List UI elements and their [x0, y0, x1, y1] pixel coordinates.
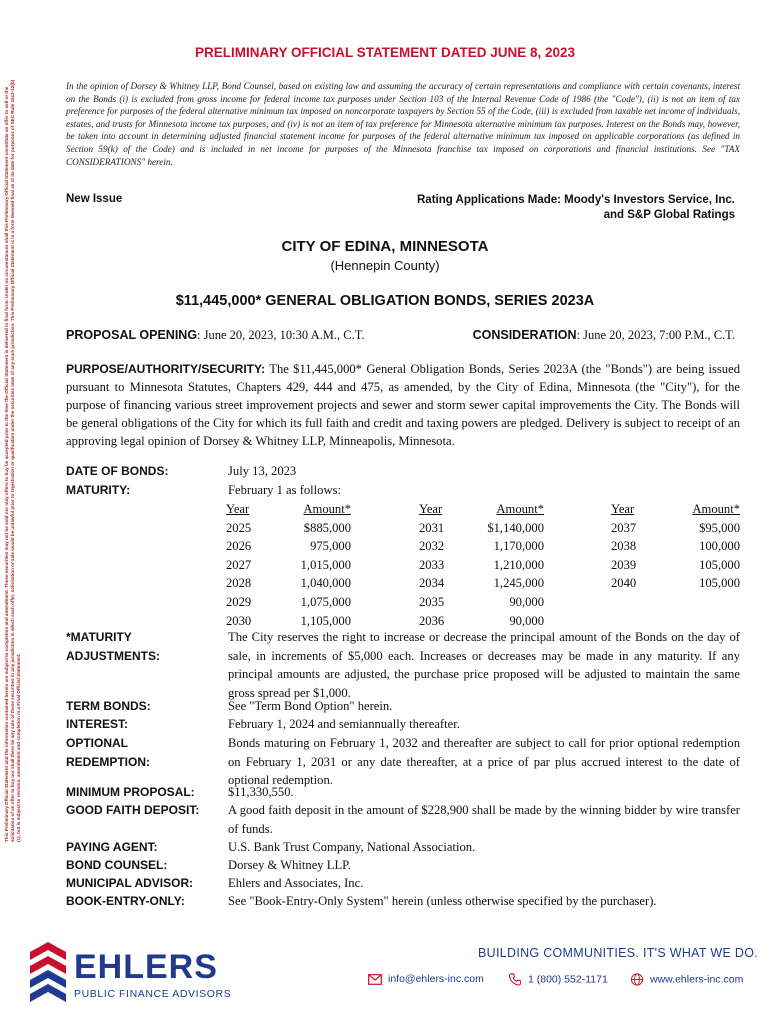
maturity-amount: 90,000 [509, 613, 544, 628]
purpose-paragraph [66, 360, 740, 450]
ehlers-logo [22, 938, 242, 1008]
maturity-amount: $885,000 [303, 520, 351, 535]
purpose-text: The $11,445,000* General Obligation Bonds, Series 2023A (the "Bonds") are being issued pursuant to Minnesota Statutes, Chapters 429, 444 and 475, as amended, by the City of Edina, Minnesota (the "City"), for the purpose of financing various street improvement projects and sewer and storm sewer capital improvements the City. The Bonds will be general obligations of the City for which its full faith and credit and taxing powers are pledged. Delivery is subject to receipt of an approving legal opinion of Dorsey & Whitney LLP, Minneapolis, Minnesota. [66, 362, 740, 448]
maturity-amount: 975,000 [310, 539, 351, 554]
county-name: (Hennepin County) [330, 258, 440, 273]
maturity-year: 2037 [611, 520, 637, 535]
logo-subtitle: PUBLIC FINANCE ADVISORS [74, 988, 232, 1000]
interest-label: INTEREST: [66, 717, 129, 731]
maturity-year: 2039 [611, 557, 637, 572]
mail-icon [368, 974, 382, 985]
phone-contact[interactable] [508, 973, 608, 986]
tagline: BUILDING COMMUNITIES. IT'S WHAT WE DO. [478, 946, 758, 960]
maturity-year: 2025 [226, 520, 252, 535]
date-value: July 13, 2023 [228, 464, 297, 478]
phone-icon [508, 973, 522, 986]
maturity-amount: 1,040,000 [300, 576, 351, 591]
adjustments-label-line-1: *MATURITY [66, 630, 132, 644]
good-faith-label: GOOD FAITH DEPOSIT: [66, 803, 200, 817]
term-bonds-label: TERM BONDS: [66, 699, 151, 713]
municipal-advisor-label: MUNICIPAL ADVISOR: [66, 876, 194, 890]
minimum-proposal-value: $11,330,550. [228, 785, 294, 799]
regulatory-side-notice: This Preliminary Official Statement and the information contained herein are subject to completion and amendment. These securities may not be sold nor may offers to buy be accepted prior to the time the Official Statement is delivered in final form. Under no circumstances shall this Preliminary Official Statement constitute an offer to sell or the solicitation of an offer to buy nor shall there be any sale of these securities in any jurisdiction in which such offer, solicitation or sale would be unlawful prior to registration or qualification under the securities laws of any such jurisdiction. This Preliminary Official Statement is in a form deemed final as of its date for purposes of SEC Rule 15c2-12(b) (1), but is subject to revision, amendment and completion in a Final Official Statement. [4, 79, 21, 842]
maturity-amount: 1,210,000 [493, 557, 544, 572]
maturity-year: 2035 [419, 595, 445, 609]
consideration [473, 328, 735, 343]
phone-text[interactable]: 1 (800) 552-1171 [528, 973, 608, 986]
maturity-year: 2038 [611, 539, 637, 554]
optional-label-line-2: REDEMPTION: [66, 754, 150, 769]
maturity-year: 2034 [419, 576, 445, 591]
amount-header: Amount* [496, 502, 544, 516]
rating-line-1: Rating Applications Made: Moody's Investors Service, Inc. [417, 194, 735, 206]
bond-counsel-label: BOND COUNSEL: [66, 858, 168, 872]
bonds-title: $11,445,000* GENERAL OBLIGATION BONDS, SERIES 2023A [175, 293, 595, 309]
consideration-label: CONSIDERATION [472, 328, 577, 342]
maturity-year: 2032 [419, 539, 445, 554]
book-entry-value: See "Book-Entry-Only System" herein (unless otherwise specified by the purchaser). [228, 894, 657, 908]
term-bonds-value: See "Term Bond Option" herein. [228, 699, 393, 713]
maturity-amount: 1,075,000 [300, 595, 351, 609]
interest-value: February 1, 2024 and semiannually thereafter. [228, 717, 460, 731]
consideration-value: : June 20, 2023, 7:00 P.M., C.T. [576, 328, 735, 342]
rating-applications [417, 193, 735, 223]
proposal-value: : June 20, 2023, 10:30 A.M., C.T. [197, 328, 365, 342]
amount-header: Amount* [303, 502, 351, 516]
new-issue-label: New Issue [66, 193, 123, 205]
web-text[interactable]: www.ehlers-inc.com [650, 973, 744, 986]
bond-counsel-value: Dorsey & Whitney LLP. [228, 858, 351, 872]
maturity-amount: 90,000 [509, 595, 544, 609]
amount-header: Amount* [692, 502, 740, 516]
document-title: PRELIMINARY OFFICIAL STATEMENT DATED JUNE 8, 2023 [194, 45, 576, 60]
maturity-amount: 1,170,000 [493, 539, 544, 554]
minimum-proposal-label: MINIMUM PROPOSAL: [66, 785, 195, 799]
municipal-advisor-value: Ehlers and Associates, Inc. [228, 876, 364, 890]
tax-opinion-paragraph: In the opinion of Dorsey & Whitney LLP, Bond Counsel, based on existing law and assuming the accuracy of certain representations and compliance with certain covenants, interest on the Bonds (i) is excluded from gross income for federal income tax purposes under Section 103 of the Internal Revenue Code of 1986 (the "Code"), (ii) is not an item of tax preference for purposes of the federal alternative minimum tax imposed on noncorporate taxpayers by Section 55 of the Code, (iii) is excluded from taxable net income of individuals, estates, and trusts for Minnesota income tax purposes, and (iv) is not an item of tax preference for Minnesota alternative minimum tax purposes. Interest on the Bonds may, however, be taken into account in determining adjusted financial statement income for purposes of the federal alternative minimum tax imposed on applicable corporations (as defined in Section 59(k) of the Code) and is included in net income for purposes of the Minnesota franchise tax imposed on corporations and financial institutions. See "TAX CONSIDERATIONS" herein. [66, 81, 740, 167]
adjustments-value: The City reserves the right to increase or decrease the principal amount of the Bonds on the day of sale, in increments of $5,000 each. Increases or decreases may be made in any maturity. If any principal amounts are adjusted, the purchase price proposed will be adjusted to maintain the same gross spread per $1,000. [228, 630, 740, 700]
maturity-amount: $1,140,000 [487, 520, 544, 535]
adjustments-label-line-2: ADJUSTMENTS: [66, 648, 161, 663]
rating-line-2: and S&P Global Ratings [603, 209, 735, 221]
globe-icon [630, 973, 644, 986]
web-contact[interactable] [630, 973, 743, 986]
maturity-amount: 1,105,000 [300, 613, 351, 628]
paying-agent-value: U.S. Bank Trust Company, National Association. [228, 840, 476, 854]
optional-redemption-value: Bonds maturing on February 1, 2032 and thereafter are subject to call for prior optional redemption on February 1, 2031 or any date thereafter, at a price of par plus accrued interest to the date of optional redemption. [228, 736, 740, 787]
proposal-opening [66, 328, 365, 343]
maturity-amount: 1,245,000 [493, 576, 544, 591]
paying-agent-label: PAYING AGENT: [66, 840, 158, 854]
issuer-name: CITY OF EDINA, MINNESOTA [281, 238, 489, 255]
optional-redemption-label [66, 734, 226, 771]
adjustments-label [66, 628, 226, 665]
good-faith-value: A good faith deposit in the amount of $228,900 shall be made by the winning bidder by wire transfer of funds. [228, 803, 740, 836]
optional-label-line-1: OPTIONAL [66, 736, 128, 750]
maturity-amount: 105,000 [699, 576, 740, 591]
email-text[interactable]: info@ehlers-inc.com [388, 973, 484, 985]
maturity-amount: 100,000 [699, 539, 740, 554]
book-entry-label: BOOK-ENTRY-ONLY: [66, 894, 185, 908]
maturity-year: 2028 [226, 576, 252, 591]
maturity-year: 2033 [419, 557, 445, 572]
maturity-year: 2040 [611, 576, 637, 591]
proposal-label: PROPOSAL OPENING [66, 328, 198, 342]
logo-wordmark: EHLERS [74, 948, 218, 986]
maturity-year: 2036 [419, 613, 445, 628]
email-contact[interactable] [368, 973, 484, 985]
year-header: Year [226, 502, 250, 516]
date-label: DATE OF BONDS: [66, 464, 169, 478]
maturity-amount: 1,015,000 [300, 557, 351, 572]
maturity-label: MATURITY: [66, 483, 131, 497]
maturity-year: 2030 [226, 613, 252, 628]
maturity-year: 2031 [419, 520, 445, 535]
maturity-amount: $95,000 [699, 520, 740, 535]
year-header: Year [419, 502, 443, 516]
maturity-year: 2029 [226, 595, 252, 609]
purpose-label: PURPOSE/AUTHORITY/SECURITY: [66, 362, 266, 376]
year-header: Year [611, 502, 635, 516]
maturity-year: 2026 [226, 539, 252, 554]
maturity-year: 2027 [226, 557, 252, 572]
maturity-amount: 105,000 [699, 557, 740, 572]
maturity-value: February 1 as follows: [228, 483, 341, 497]
